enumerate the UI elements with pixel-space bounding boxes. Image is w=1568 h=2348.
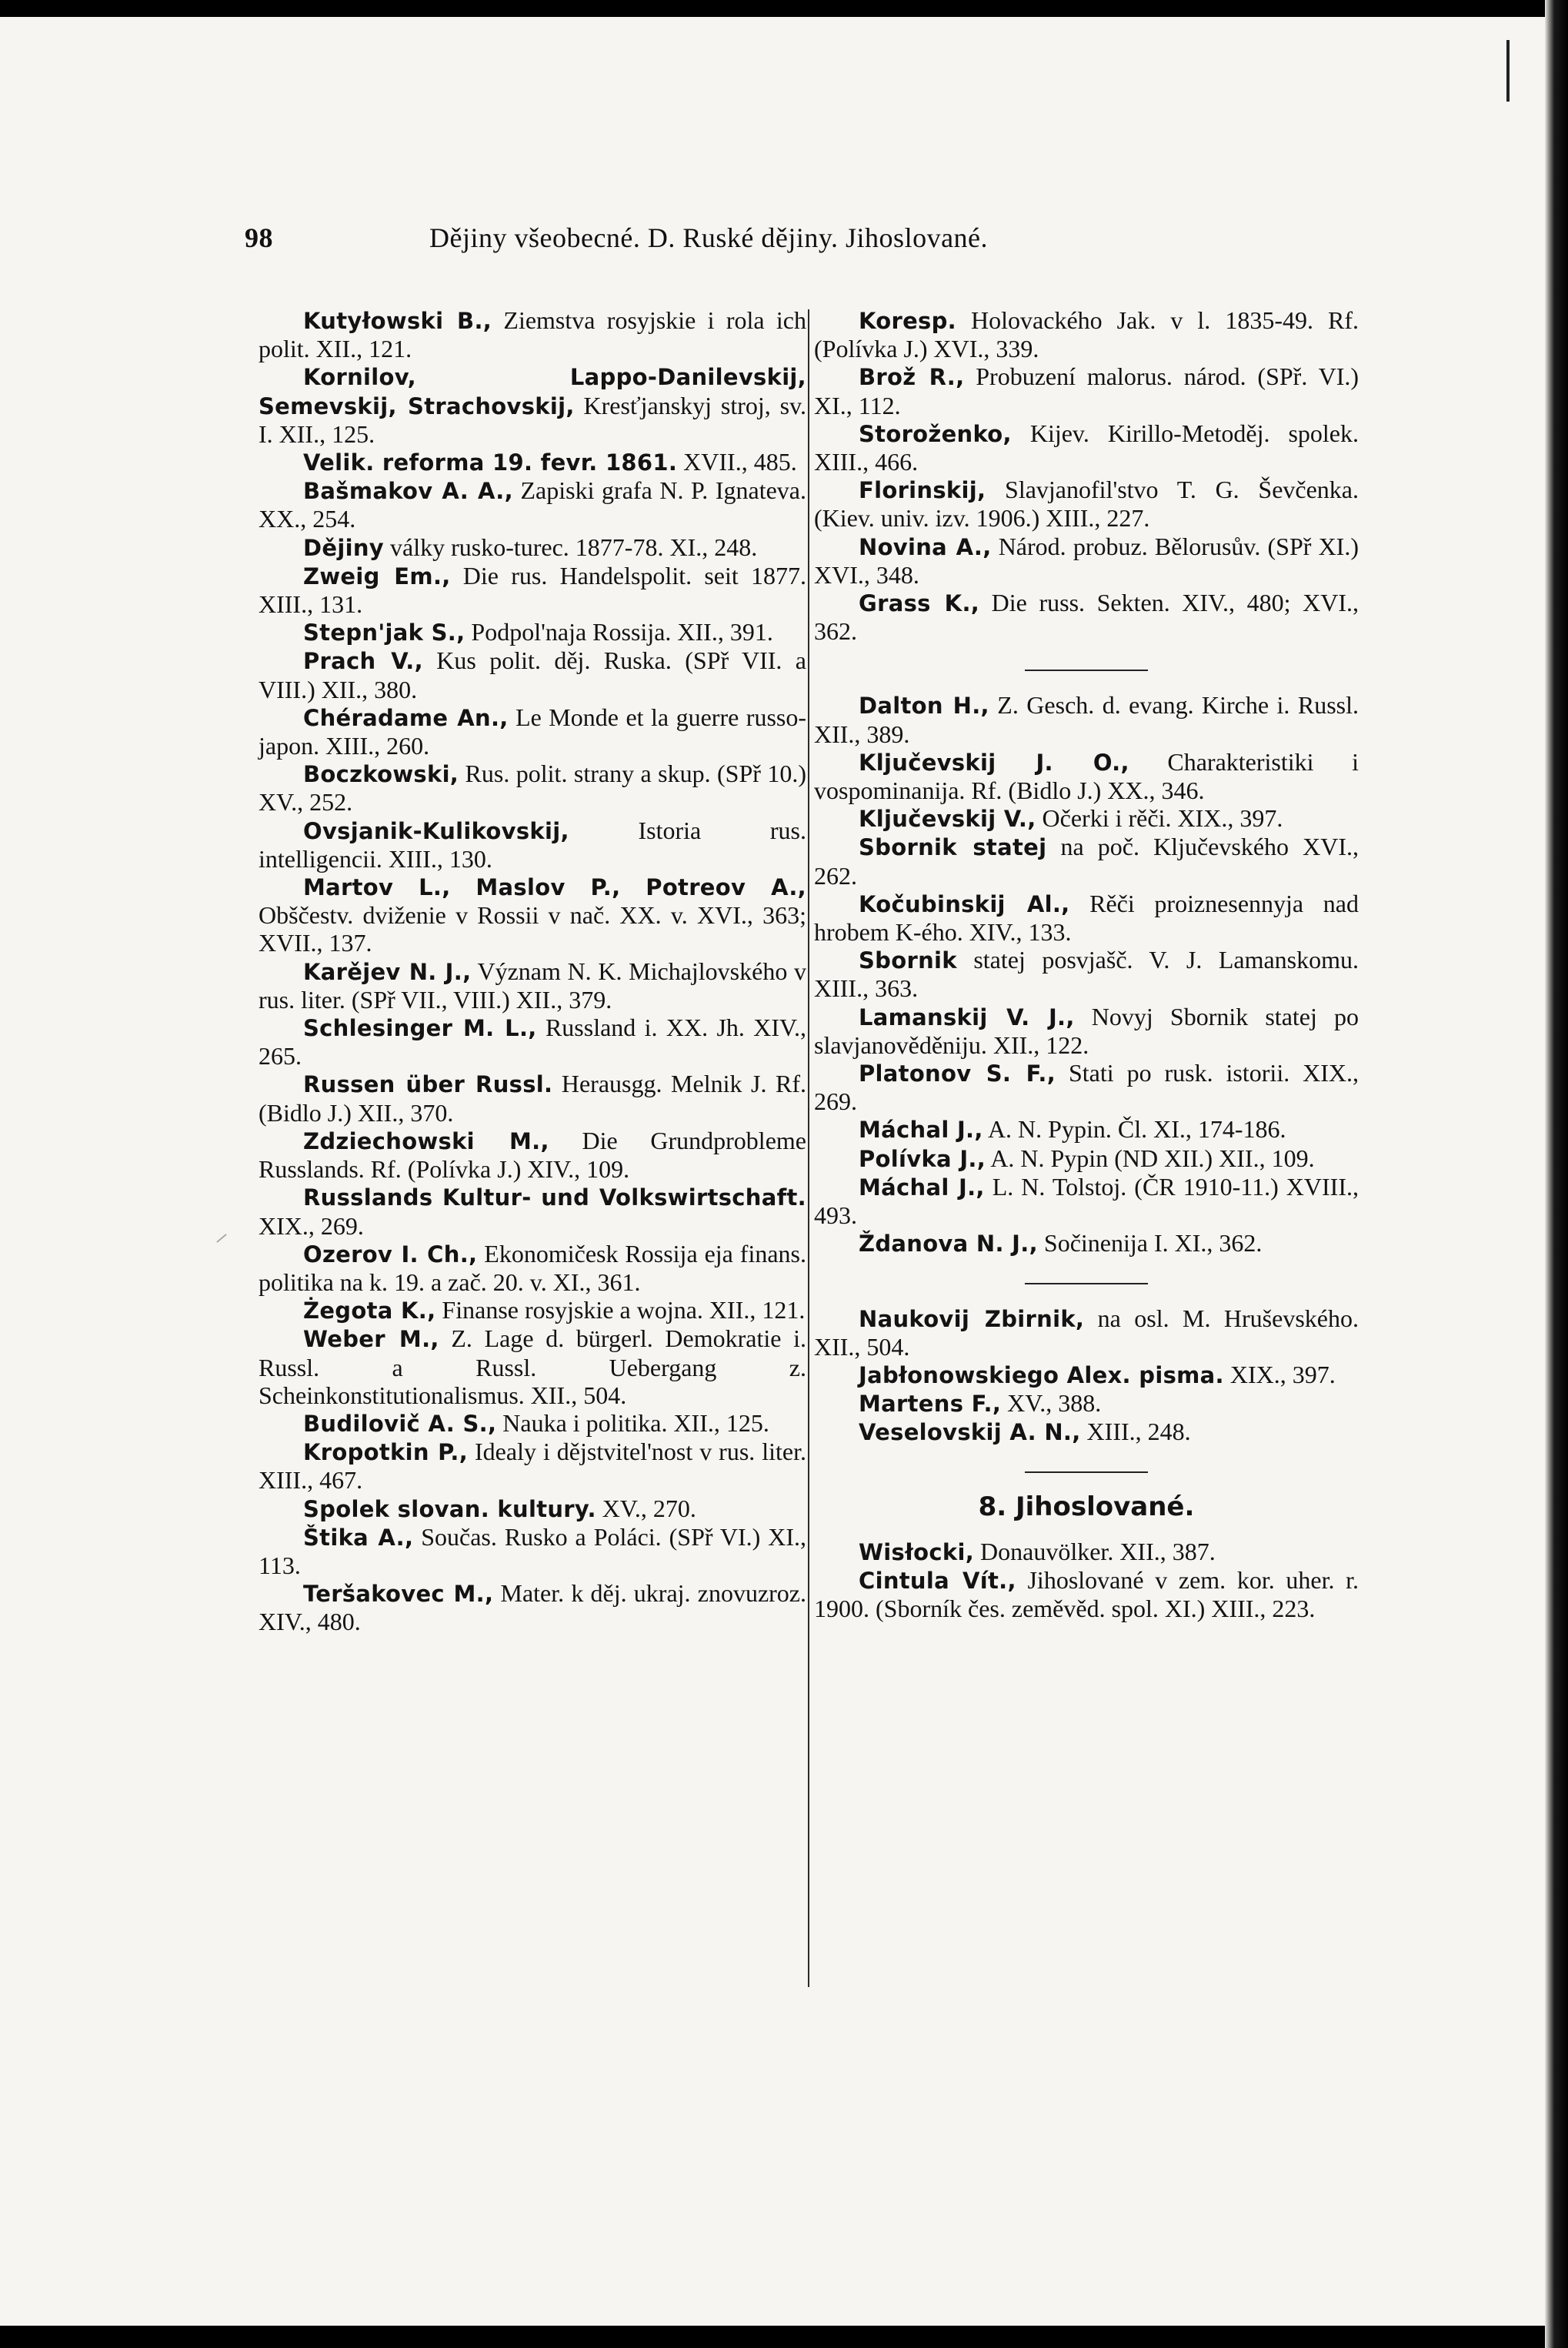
- entry-text: A. N. Pypin (ND XII.) XII., 109.: [986, 1144, 1315, 1172]
- bibliography-entry: [814, 748, 1359, 804]
- entry-text: Rus. polit. strany a skup. (SPř 10.) XV., 252.: [259, 760, 806, 817]
- bibliography-entry: [259, 1523, 806, 1579]
- section-title: 8. Jihoslované.: [978, 1491, 1195, 1522]
- entry-author: Naukovij Zbirnik,: [859, 1305, 1085, 1332]
- entry-text: Národ. probuz. Bělorusův. (SPř XI.) XVI., 348.: [814, 532, 1359, 589]
- bibliography-entry: [814, 1538, 1359, 1566]
- bibliography-entry: [259, 1014, 806, 1070]
- entry-author: Sbornik: [859, 947, 957, 974]
- bibliography-entry: [259, 1324, 806, 1409]
- entry-text: Le Monde et la guerre russo-japon. XIII., 260.: [259, 703, 807, 760]
- entry-text: XVII., 485.: [677, 448, 797, 476]
- entry-author: Weber M.,: [303, 1326, 439, 1353]
- entry-text: A. N. Pypin. Čl. XI., 174-186.: [983, 1115, 1286, 1144]
- entry-text: války rusko-turec. 1877-78. XI., 248.: [383, 533, 758, 561]
- entry-text: XIX., 397.: [1223, 1360, 1336, 1388]
- bibliography-entry: [259, 306, 806, 362]
- entry-text: Jihoslované v zem. kor. uher. r. 1900. (Sborník čes. zeměvěd. spol. XI.) XIII., 223.: [814, 1565, 1359, 1623]
- bibliography-entry: [259, 1240, 806, 1296]
- bibliography-entry: [259, 1296, 806, 1324]
- entry-author: Jabłonowskiego Alex. pisma.: [859, 1361, 1224, 1388]
- entry-text: Ekonomičesk Rossija eja finans. politika na k. 19. a zač. 20. v. XI., 361.: [259, 1239, 806, 1296]
- entry-text: Die rus. Handelspolit. seit 1877. XIII., 131.: [259, 561, 807, 619]
- bibliography-entry: [259, 646, 806, 703]
- separator-rule: [1025, 1471, 1148, 1473]
- entry-text: Die russ. Sekten. XIV., 480; XVI., 362.: [814, 589, 1359, 646]
- entry-author: Grass K.,: [859, 590, 980, 617]
- entry-text: XV., 270.: [596, 1494, 696, 1522]
- entry-group-3: [814, 1304, 1359, 1447]
- bibliography-entry: [814, 533, 1359, 589]
- bibliography-entry: [259, 533, 806, 562]
- entry-author: Russen über Russl.: [303, 1071, 553, 1098]
- bibliography-entry: [814, 833, 1359, 889]
- bibliography-entry: [814, 1115, 1359, 1144]
- entry-text: Idealy i dějstvitel'nost v rus. liter. XIII., 467.: [259, 1438, 806, 1495]
- entry-text: XIII., 248.: [1080, 1418, 1191, 1446]
- bibliography-entry: [814, 946, 1359, 1002]
- entry-text: XIX., 269.: [259, 1211, 364, 1240]
- bibliography-entry: [814, 691, 1359, 747]
- bibliography-entry: [814, 1059, 1359, 1115]
- bibliography-entry: [814, 362, 1359, 419]
- page-edge-shadow: [1545, 0, 1568, 2348]
- entry-author: Dalton H.,: [859, 693, 989, 720]
- right-column: [814, 306, 1359, 1622]
- entry-text: na poč. Ključevského XVI., 262.: [814, 833, 1359, 890]
- entry-text: Rěči proiznesennyja nad hrobem K-ého. XIV., 133.: [814, 889, 1359, 947]
- bibliography-entry: [814, 1389, 1359, 1418]
- entry-text: Russland i. XX. Jh. XIV., 265.: [259, 1014, 807, 1070]
- entry-author: Wisłocki,: [859, 1538, 975, 1565]
- entry-text: Kresťjanskyj stroj, sv. I. XII., 125.: [259, 391, 806, 448]
- bibliography-entry: [259, 1495, 806, 1523]
- entry-author: Sbornik statej: [859, 834, 1047, 861]
- entry-author: Kočubinskij Al.,: [859, 890, 1070, 917]
- bibliography-entry: [814, 1173, 1359, 1229]
- bibliography-entry: [259, 1438, 806, 1494]
- entry-author: Brož R.,: [859, 364, 965, 391]
- entry-author: Veselovskij A. N.,: [859, 1419, 1081, 1446]
- entry-author: Koresp.: [859, 308, 956, 334]
- entry-text: L. N. Tolstoj. (ČR 1910-11.) XVIII., 493.: [814, 1172, 1359, 1230]
- entry-text: Očerki i rěči. XIX., 397.: [1036, 804, 1283, 833]
- entry-text: Charakteristiki i vospominanija. Rf. (Bidlo J.) XX., 346.: [814, 747, 1359, 805]
- bibliography-entry: [259, 1409, 806, 1438]
- bibliography-entry: [814, 1003, 1359, 1059]
- entry-author: Ovsjanik-Kulikovskij,: [303, 817, 569, 844]
- entry-group-1: [814, 306, 1359, 645]
- bibliography-entry: [814, 804, 1359, 833]
- page-number: 98: [245, 222, 273, 253]
- entry-text: Zapiski grafa N. P. Ignateva. XX., 254.: [259, 476, 807, 533]
- entry-author: Martov L., Maslov P., Potreov A.,: [303, 874, 806, 901]
- edge-mark: [1506, 40, 1510, 102]
- entry-text: Kijev. Kirillo-Metoděj. spolek. XIII., 466.: [814, 419, 1359, 476]
- entry-text: Holovackého Jak. v l. 1835-49. Rf. (Polívka J.) XVI., 339.: [814, 306, 1359, 363]
- entry-text: na osl. M. Hruševského. XII., 504.: [814, 1304, 1359, 1361]
- entry-author: Kropotkin P.,: [303, 1439, 469, 1466]
- entry-text: Finanse rosyjskie a wojna. XII., 121.: [435, 1296, 806, 1324]
- entry-author: Karějev N. J.,: [303, 958, 472, 985]
- entry-author: Novina A.,: [859, 533, 992, 560]
- bibliography-entry: [259, 703, 806, 760]
- entry-author: Velik. reforma 19. fevr. 1861.: [303, 449, 678, 476]
- entry-text: Novyj Sbornik statej po slavjanověděniju. XII., 122.: [814, 1002, 1359, 1059]
- bibliography-entry: [814, 306, 1359, 362]
- separator-rule: [1025, 1283, 1148, 1284]
- entry-text: Slavjanofil'stvo T. G. Ševčenka. (Kiev. univ. izv. 1906.) XIII., 227.: [814, 476, 1359, 533]
- bibliography-entry: [814, 890, 1359, 946]
- bibliography-entry: [259, 1127, 806, 1183]
- bibliography-entry: [814, 1304, 1359, 1361]
- entry-author: Florinskij,: [859, 477, 986, 504]
- entry-author: Kornilov, Lappo-Danilevskij, Semevskij, Strachovskij,: [259, 364, 806, 419]
- running-header: [245, 222, 1300, 268]
- entry-author: Żegota K.,: [303, 1298, 436, 1324]
- bibliography-entry: [814, 589, 1359, 645]
- entry-author: Prach V.,: [303, 648, 423, 675]
- entry-author: Ključevskij V.,: [859, 806, 1036, 833]
- bibliography-entry: [814, 476, 1359, 532]
- entry-text: Die Grundprobleme Russlands. Rf. (Polívka J.) XIV., 109.: [259, 1126, 806, 1184]
- entry-text: Donauvölker. XII., 387.: [974, 1537, 1216, 1565]
- bibliography-entry: [259, 562, 806, 618]
- bibliography-entry: [259, 476, 806, 533]
- entry-text: Kus polit. děj. Ruska. (SPř VII. a VIII.) XII., 380.: [259, 646, 807, 703]
- column-divider: [808, 309, 809, 1987]
- entry-text: Herausgg. Melnik J. Rf. (Bidlo J.) XII., 370.: [259, 1070, 806, 1127]
- entry-author: Russlands Kultur- und Volkswirtschaft.: [303, 1184, 806, 1211]
- entry-author: Budilovič A. S.,: [303, 1410, 497, 1437]
- entry-author: Máchal J.,: [859, 1117, 983, 1144]
- entry-author: Spolek slovan. kultury.: [303, 1495, 596, 1522]
- bibliography-entry: [259, 817, 806, 873]
- bibliography-entry: [259, 362, 806, 448]
- entry-author: Dějiny: [303, 534, 384, 561]
- entry-author: Lamanskij V. J.,: [859, 1004, 1075, 1030]
- separator-rule: [1025, 670, 1148, 671]
- bibliography-entry: [259, 1070, 806, 1126]
- entry-author: Ozerov I. Ch.,: [303, 1241, 478, 1268]
- entry-text: statej posvjašč. V. J. Lamanskomu. XIII., 363.: [814, 946, 1359, 1003]
- bibliography-entry: [814, 1144, 1359, 1173]
- entry-text: Sočinenija I. XI., 362.: [1037, 1229, 1263, 1257]
- entry-author: Platonov S. F.,: [859, 1060, 1056, 1087]
- entry-author: Chéradame An.,: [303, 704, 509, 731]
- entry-text: Obščestv. dviženie v Rossii v nač. XX. v. XVI., 363; XVII., 137.: [259, 901, 806, 957]
- entry-text: Součas. Rusko a Poláci. (SPř VI.) XI., 113.: [259, 1522, 807, 1579]
- entry-text: Probuzení malorus. národ. (SPř. VI.) XI., 112.: [814, 362, 1359, 419]
- bibliography-entry: [259, 873, 806, 957]
- entry-author: Máchal J.,: [859, 1174, 985, 1201]
- entry-author: Schlesinger M. L.,: [303, 1015, 537, 1042]
- entry-author: Cintula Vít.,: [859, 1567, 1016, 1594]
- entry-text: XV., 388.: [1001, 1389, 1102, 1418]
- entry-text: Význam N. K. Michajlovského v rus. liter. (SPř VII., VIII.) XII., 379.: [259, 957, 807, 1014]
- entry-author: Kutyłowski B.,: [303, 308, 492, 334]
- entry-author: Storoženko,: [859, 420, 1012, 447]
- entry-text: Nauka i politika. XII., 125.: [496, 1408, 769, 1437]
- entry-author: Ždanova N. J.,: [859, 1231, 1038, 1257]
- entry-author: Zweig Em.,: [303, 563, 451, 590]
- entry-author: Polívka J.,: [859, 1145, 986, 1172]
- entry-text: Z. Lage d. bürgerl. Demokratie i. Russl. a Russl. Uebergang z. Scheinkonstitutionalismus. XII., 504.: [259, 1324, 807, 1409]
- entry-text: Podpol'naja Rossija. XII., 391.: [465, 618, 773, 646]
- bibliography-entry: [259, 957, 806, 1014]
- bibliography-entry: [259, 760, 806, 816]
- entry-author: Boczkowski,: [303, 761, 459, 788]
- entry-text: Istoria rus. intelligencii. XIII., 130.: [259, 816, 806, 873]
- bibliography-entry: [259, 1579, 806, 1635]
- left-column: [259, 306, 806, 1636]
- entry-author: Štika A.,: [303, 1524, 414, 1551]
- entry-text: Z. Gesch. d. evang. Kirche i. Russl. XII., 389.: [814, 691, 1359, 748]
- entry-text: Mater. k děj. ukraj. znovuzroz. XIV., 480.: [259, 1579, 806, 1636]
- bibliography-entry: [814, 1566, 1359, 1622]
- entry-group-2: [814, 691, 1359, 1257]
- bibliography-entry: [814, 1361, 1359, 1389]
- header-title: Dějiny všeobecné. D. Ruské dějiny. Jihoslované.: [429, 222, 989, 253]
- entry-author: Teršakovec M.,: [303, 1581, 494, 1608]
- entry-author: Ključevskij J. O.,: [859, 749, 1129, 776]
- entry-author: Bašmakov A. A.,: [303, 478, 513, 505]
- bibliography-entry: [259, 618, 806, 646]
- entry-text: Ziemstva rosyjskie i rola ich polit. XII., 121.: [259, 306, 807, 363]
- bibliography-entry: [814, 419, 1359, 476]
- entry-author: Stepn'jak S.,: [303, 620, 465, 646]
- bibliography-entry: [259, 1183, 806, 1239]
- bibliography-entry: [814, 1229, 1359, 1257]
- entry-author: Zdziechowski M.,: [303, 1127, 549, 1154]
- bibliography-entry: [814, 1418, 1359, 1446]
- entry-group-4: [814, 1538, 1359, 1623]
- entry-author: Martens F.,: [859, 1391, 1002, 1418]
- bibliography-entry: [259, 448, 806, 476]
- entry-text: Stati po rusk. istorii. XIX., 269.: [814, 1059, 1359, 1116]
